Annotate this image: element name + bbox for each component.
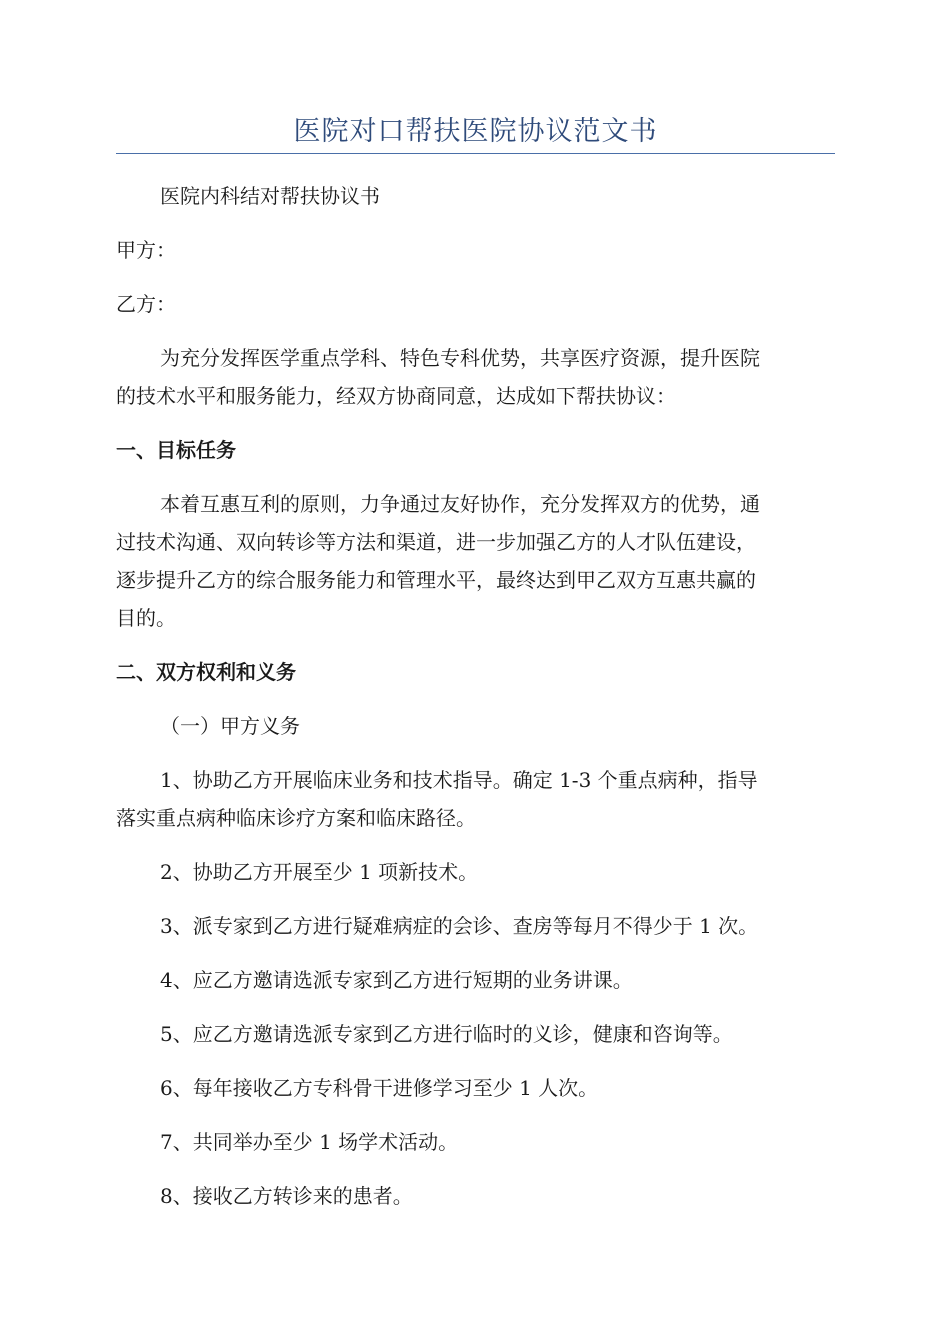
obligation-item: 8、接收乙方转诊来的患者。 xyxy=(160,1184,413,1208)
party-a-label: 甲方： xyxy=(116,238,176,262)
obligation-item: 5、应乙方邀请选派专家到乙方进行临时的义诊，健康和咨询等。 xyxy=(160,1022,733,1046)
goals-paragraph-line: 过技术沟通、双向转诊等方法和渠道，进一步加强乙方的人才队伍建设， xyxy=(116,530,756,554)
obligation-item-line: 落实重点病种临床诊疗方案和临床路径。 xyxy=(116,806,476,830)
party-b-label: 乙方： xyxy=(116,292,176,316)
section-heading-rights: 二、双方权利和义务 xyxy=(116,660,296,684)
obligation-item: 4、应乙方邀请选派专家到乙方进行短期的业务讲课。 xyxy=(160,968,633,992)
obligation-item: 6、每年接收乙方专科骨干进修学习至少 1 人次。 xyxy=(160,1076,599,1100)
goals-paragraph-line: 目的。 xyxy=(116,606,176,630)
intro-line: 的技术水平和服务能力，经双方协商同意，达成如下帮扶协议： xyxy=(116,384,676,408)
document-title: 医院对口帮扶医院协议范文书 xyxy=(293,116,658,147)
obligation-item-line: 1、协助乙方开展临床业务和技术指导。确定 1-3 个重点病种，指导 xyxy=(160,768,758,792)
obligation-item: 2、协助乙方开展至少 1 项新技术。 xyxy=(160,860,479,884)
title-underline xyxy=(116,153,835,154)
intro-line: 为充分发挥医学重点学科、特色专科优势，共享医疗资源，提升医院 xyxy=(160,346,760,370)
subsection-heading: （一）甲方义务 xyxy=(160,714,300,738)
obligation-item: 3、派专家到乙方进行疑难病症的会诊、查房等每月不得少于 1 次。 xyxy=(160,914,759,938)
goals-paragraph-line: 逐步提升乙方的综合服务能力和管理水平，最终达到甲乙双方互惠共赢的 xyxy=(116,568,756,592)
section-heading-goals: 一、目标任务 xyxy=(116,438,236,462)
goals-paragraph-line: 本着互惠互利的原则，力争通过友好协作，充分发挥双方的优势，通 xyxy=(160,492,760,516)
obligation-item: 7、共同举办至少 1 场学术活动。 xyxy=(160,1130,459,1154)
document-subtitle: 医院内科结对帮扶协议书 xyxy=(160,184,380,208)
